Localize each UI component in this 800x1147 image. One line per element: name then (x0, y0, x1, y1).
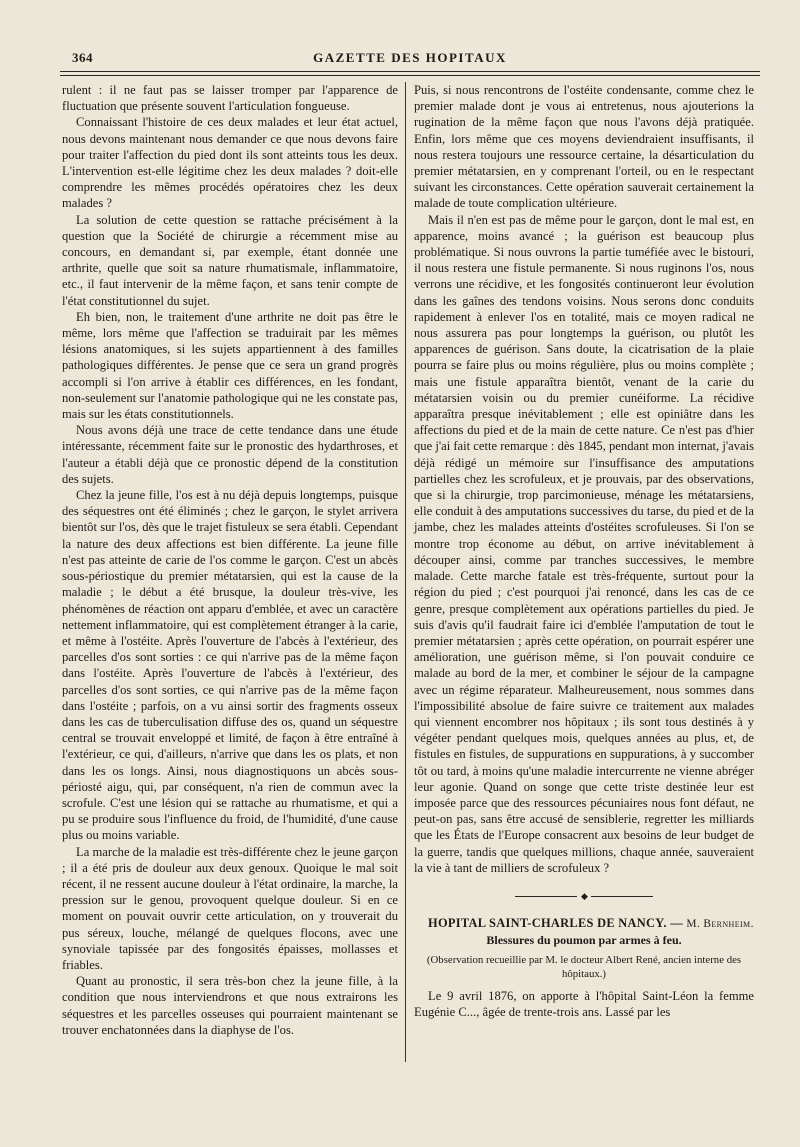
paragraph: Chez la jeune fille, l'os est à nu déjà depuis longtemps, puisque des séquestres ont été éliminés ; chez le garçon, le stylet arrivera bientôt sur l'os, dès que le trajet fistuleux se sera établi. Cependant la nature des deux affections est bien différente. La jeune fille n'est pas atteinte de carie de l'os comme le garçon. C'est un abcès sous-périostique du premier métatarsien, qui est la cause de la maladie ; le début a été brusque, la douleur très-vive, les phénomènes de réaction ont apparu d'emblée, et avec un caractère nettement inflammatoire, qui est complètement étranger à la carie, et même à l'ostéite. Après l'ouverture de l'abcès à l'extérieur, des parcelles d'os sont sorties : ce qui n'arrive pas de la même façon dans l'ostéite. Après l'ouverture de l'abcès à l'extérieur, des parcelles d'os sont sorties, ce qui n'arrive pas de la même façon dans l'ostéite ; parfois, on a vu ainsi sortir des fragments osseux dans les cas de tuberculisation diffuse des os, quand un séquestre central se trouvait enveloppé et limité, de façon à être entraîné à l'extérieur, ce qui, d'ailleurs, n'arrive que dans les os plats, et non dans les os longs. Ainsi, nous diagnostiquons un abcès sous-périosté aigu, qui, par conséquent, n'a rien de commun avec la scrofule. C'est une lésion qui se rattache au rhumatisme, et qui a pu se produire sous l'influence du froid, de l'humidité, d'une cause plus ou moins variable. (62, 488, 398, 843)
diamond-ornament-icon: ◆ (581, 890, 587, 901)
page-number: 364 (72, 50, 93, 65)
paragraph: Connaissant l'histoire de ces deux malades et leur état actuel, nous devons maintenant nous demander ce que nous devons faire pour traiter l'affection du pied dont ils sont atteints tous les deux. L'intervention est-elle légitime chez les deux malades ? doit-elle comprendre les mêmes procédés opératoires chez les deux malades ? (62, 115, 398, 211)
paragraph: La solution de cette question se rattache précisément à la question que la Société de chirurgie a récemment mise au concours, en demandant si, par exemple, étant donnée une arthrite, quelle que soit sa nature rhumatismale, inflammatoire, etc., il faut intervenir de la même façon, et sans tenir compte de l'état constitutionnel du sujet. (62, 212, 398, 308)
paragraph: Mais il n'en est pas de même pour le garçon, dont le mal est, en apparence, moins avancé ; la guérison est beaucoup plus problématique. Si nous ouvrons la partie tuméfiée avec le bistouri, il nous restera une fistule permanente. Si nous ruginons l'os, nous verrons une récidive, et les fongosités continueront leur évolution dans les gaînes des tendons voisins. Nous serons donc conduits rapidement à enlever l'os en totalité, mais ce moyen radical ne nous assurera pas pour longtemps la guérison, ou plutôt les apparences de guérison. Sans doute, la cicatrisation de la plaie pourra se faire plus ou moins régulière, plus ou moins complète ; mais une fistule apparaîtra bientôt, venant de la carie du métatarsien voisin ou du premier cunéiforme. La récidive apparaîtra presque inévitablement ; elle est opiniâtre dans les affections du pied et de la main de cette nature. Ce n'est pas d'hier que j'ai fait cette remarque : dès 1845, pendant mon internat, j'avais déjà rédigé un mémoire sur l'insuffisance des amputations partielles chez les scrofuleux, et je prouvais, par des observations, que si la chirurgie, trop parcimonieuse, ménage les métatarsiens, elle conduit à des amputations successives du tarse, du pied et de la jambe, chez les malades atteints d'ostéites scrofuleuses. Si l'on se montre trop économe au début, on arrive inévitablement à découper ainsi, comme par tranches successives, le membre malade. Cette marche fatale est très-fréquente, surtout pour la région du pied ; c'est pourquoi j'ai renoncé, dans les cas de ce genre, presque complètement aux opérations partielles du pied. Je suis d'avis qu'il faudrait faire ici d'emblée l'amputation de tout le premier métatarsien ; après cette opération, on pourrait espérer une amélioration, une guérison même, si l'on pouvait conduire ce malade au bord de la mer, et combiner le séjour de la campagne avec un régime réparateur. Malheureusement, nous sommes dans l'impossibilité absolue de faire suivre ce traitement aux malades qui viennent encombrer nos hôpitaux ; ils sont tous destinés à y végéter pendant quelques mois, quelques années au plus, et, de fistules en fistules, de suppurations en suppurations, à y succomber tôt ou tard, à moins qu'une maladie intercurrente ne vienne abréger leur agonie. Quand on songe que cette triste destinée leur est imposée parce que des ressources pécuniaires nous font défaut, ne peut-on pas, sans être accusé de sensiblerie, regretter les milliards que les États de l'Europe consacrent aux besoins de leur budget de la guerre, tandis que quelques millions, chaque année, sauveraient la vie à tant de milliers de scrofuleux ? (414, 212, 754, 875)
header-rule (60, 71, 760, 72)
paragraph: Puis, si nous rencontrons de l'ostéite condensante, comme chez le premier malade dont je vous ai entretenus, nous ajouterions la rugination de la même façon que nous l'avons déjà pratiquée. Enfin, lors même que ces moyens deviendraient insuffisants, il nous restera toujours une ressource certaine, la désarticulation du premier métatarsien, en y comprenant l'orteil, ou en le respectant suivant les circonstances. Cette opération sauverait certainement la malade de toute complication ultérieure. (414, 83, 754, 211)
section-author: M. Bernheim. (686, 917, 754, 930)
column-divider (405, 82, 406, 1062)
right-column (414, 82, 754, 1020)
section-separator (414, 888, 754, 905)
observation-note: (Observation recueillie par M. le docteur Albert René, ancien interne des hôpitaux.) (426, 953, 742, 980)
section-heading (414, 915, 754, 932)
header-rule-thin (60, 75, 760, 76)
paragraph: Nous avons déjà une trace de cette tendance dans une étude intéressante, récemment faite sur le pronostic des hydarthroses, et l'auteur a établi déjà que ce pronostic dépend de la constitution des sujets. (62, 423, 398, 486)
section-title: HOPITAL SAINT-CHARLES DE NANCY. (428, 915, 667, 930)
running-head (60, 50, 760, 70)
paragraph: Quant au pronostic, il sera très-bon chez la jeune fille, à la condition que nous interviendrons et que nous extrairons les séquestres et les parcelles osseuses qui pourraient maintenant se trouver enchatonnées dans la diaphyse de l'os. (62, 974, 398, 1037)
paragraph: La marche de la maladie est très-différente chez le jeune garçon ; il a été pris de douleur aux deux genoux. Quoique le mal soit récent, il ne ressent aucune douleur à l'état ordinaire, la marche, la pression sur le genou, provoquent quelque douleur. Si en ce moment on pouvait ouvrir cette articulation, on y trouverait du pus séreux, louche, mélangé de quelques flocons, avec une synoviale tapissée par des fongosités épaisses, mollasses et friables. (62, 844, 398, 972)
section-dash: — (666, 915, 687, 930)
journal-title: GAZETTE DES HOPITAUX (313, 50, 507, 65)
paragraph: Le 9 avril 1876, on apporte à l'hôpital Saint-Léon la femme Eugénie C..., âgée de trente-trois ans. Lassé par les (414, 988, 754, 1020)
paragraph: Eh bien, non, le traitement d'une arthrite ne doit pas être le même, lors même que l'affection se traduirait par les mêmes lésions anatomiques, si les sujets appartiennent à des familles pathologiques différentes. Je pense que ce sera un grand progrès accompli si l'on arrive à établir ces différences, en les fondant, non-seulement sur l'anatomie pathologique qui ne les constate pas, mais sur les états constitutionnels. (62, 309, 398, 422)
paragraph: rulent : il ne faut pas se laisser tromper par l'apparence de fluctuation que présente souvent l'articulation fongueuse. (62, 83, 398, 114)
left-column (62, 82, 398, 1038)
article-title: Blessures du poumon par armes à feu. (486, 932, 682, 947)
